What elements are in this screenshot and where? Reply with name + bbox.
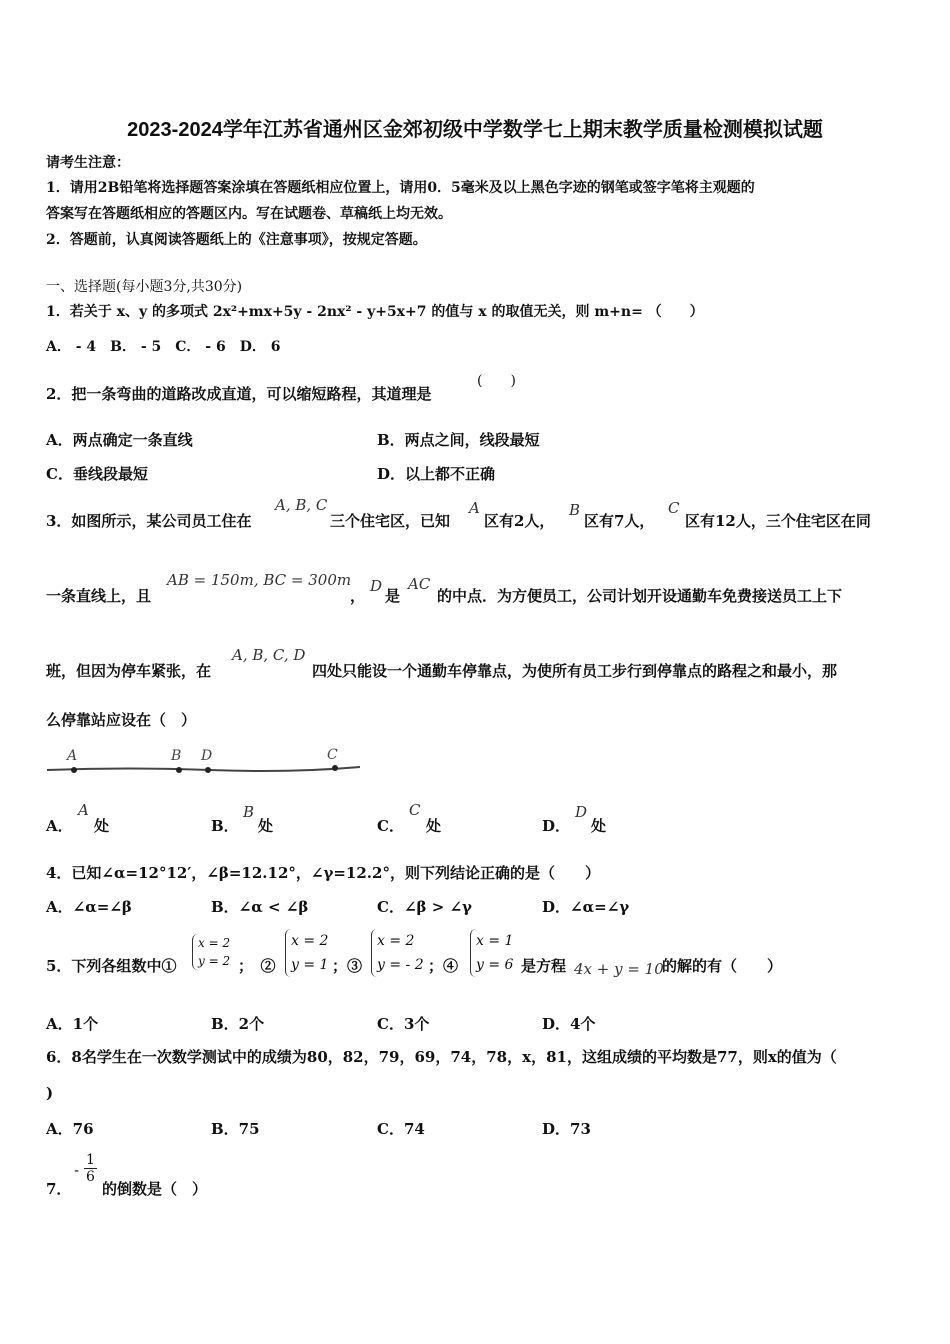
q3-line-3-b: 四处只能设一个通勤车停靠点，为使所有员工步行到停靠点的路程之和最小，那 (312, 662, 838, 680)
q2-option-d: D．以上都不正确 (377, 465, 496, 483)
q5-option-c: C．3个 (377, 1015, 430, 1033)
q2-option-c: C．垂线段最短 (46, 465, 148, 483)
q5-system-2 (285, 929, 328, 977)
q6-option-d: D．73 (542, 1120, 591, 1138)
q3-option-c-math: C (409, 801, 421, 819)
q4-option-d: D．∠α=∠γ (542, 898, 630, 916)
point-c-label: C (327, 747, 338, 763)
q5-s2-eq1: x = 2 (291, 933, 329, 949)
q5-option-d: D．4个 (542, 1015, 596, 1033)
q5-option-a: A．1个 (46, 1015, 99, 1033)
q7-denominator: 6 (86, 1169, 95, 1185)
q3-line-2-d: 的中点．为方便员工，公司计划开设通勤车免费接送员工上下 (437, 587, 843, 605)
q5-mid: 是方程 (521, 957, 567, 975)
q1-options: A． - 4 B． - 5 C． - 6 D． 6 (46, 339, 281, 355)
q3-math-abcd: A, B, C, D (232, 646, 306, 664)
q5-s4-eq1: x = 1 (476, 933, 514, 949)
q3-math-b: B (569, 501, 581, 519)
q3-line-1-e: 区有12人，三个住宅区在同 (685, 512, 871, 530)
q3-line-2-b: ， (350, 587, 366, 605)
q5-s3-eq2: y = - 2 (377, 957, 424, 973)
notice-line-1b: 答案写在答题纸相应的答题区内。写在试题卷、草稿纸上均无效。 (46, 206, 452, 222)
q5-sep-3: ；④ (428, 957, 459, 975)
q5-tail: 的解的有（ ） (662, 957, 783, 975)
point-a-label: A (67, 748, 78, 764)
q3-line-1-c: 区有2人， (484, 512, 555, 530)
q5-system-4 (470, 929, 513, 977)
q5-system-1 (192, 934, 230, 970)
q3-option-d-label: D． (542, 817, 571, 835)
q5-s1-eq1: x = 2 (198, 936, 231, 950)
q3-option-b-text: 处 (258, 817, 274, 835)
q3-math-lengths: AB = 150m, BC = 300m (167, 571, 352, 589)
q2-stem: 2．把一条弯曲的道路改成直道，可以缩短路程，其道理是 (46, 385, 432, 403)
q6-option-a: A．76 (46, 1120, 94, 1138)
q3-math-d: D (370, 577, 383, 595)
q7-fraction (84, 1152, 97, 1185)
q7-tail: 的倒数是（ ） (102, 1180, 208, 1198)
notice-heading: 请考生注意： (46, 155, 130, 171)
q5-option-b: B．2个 (211, 1015, 265, 1033)
q3-line-4: 么停靠站应设在（ ） (46, 711, 197, 729)
q7-number: 7． (46, 1180, 72, 1198)
q3-math-ac: AC (408, 575, 431, 593)
q3-option-c-text: 处 (426, 817, 442, 835)
q3-option-b-label: B． (211, 817, 239, 835)
q2-option-b: B．两点之间，线段最短 (377, 431, 540, 449)
q5-equation: 4x + y = 10 (574, 960, 664, 978)
q5-system-3 (371, 929, 424, 977)
q4-option-b: B．∠α < ∠β (211, 898, 309, 916)
q2-paren: ( ) (477, 373, 516, 389)
point-d-label: D (201, 748, 213, 764)
q3-math-c: C (668, 499, 680, 517)
q4-stem: 4．已知∠α=12°12′，∠β=12.12°，∠γ=12.2°，则下列结论正确的是（ ） (46, 864, 600, 882)
q3-option-a-text: 处 (94, 817, 110, 835)
q3-math-a: A (469, 499, 480, 517)
section-heading: 一、选择题(每小题3分,共30分) (46, 279, 243, 295)
q3-math-abc: A, B, C (275, 496, 328, 514)
q1-stem: 1．若关于 x、y 的多项式 2x²+mx+5y - 2nx² - y+5x+7 的值与 x 的取值无关，则 m+n= （ ） (46, 304, 704, 320)
q5-s1-eq2: y = 2 (198, 954, 231, 968)
q6-stem: 6．8名学生在一次数学测试中的成绩为80，82，79，69，74，78，x，81，这组成绩的平均数是77，则x的值为（ (46, 1048, 837, 1066)
q3-option-b-math: B (243, 803, 255, 821)
q3-line-1-b: 三个住宅区，已知 (330, 512, 451, 530)
q3-line-figure (40, 740, 370, 785)
q2-option-a: A．两点确定一条直线 (46, 431, 193, 449)
q6-option-b: B．75 (211, 1120, 260, 1138)
q5-sep-2: ；③ (332, 957, 363, 975)
q3-line-1-a: 3．如图所示，某公司员工住在 (46, 512, 252, 530)
page-title: 2023-2024学年江苏省通州区金郊初级中学数学七上期末教学质量检测模拟试题 (127, 119, 823, 141)
q3-line-2-a: 一条直线上，且 (46, 587, 152, 605)
q6-close: ) (46, 1084, 54, 1102)
q3-option-d-math: D (575, 803, 588, 821)
notice-line-2: 2．答题前，认真阅读答题纸上的《注意事项》，按规定答题。 (46, 232, 427, 248)
q3-option-a-math: A (78, 801, 89, 819)
q3-option-d-text: 处 (591, 817, 607, 835)
point-a-dot (71, 767, 77, 773)
q4-option-a: A．∠α=∠β (46, 898, 132, 916)
q3-option-c-label: C． (377, 817, 404, 835)
q3-line-1-d: 区有7人， (584, 512, 655, 530)
q6-option-c: C．74 (377, 1120, 425, 1138)
q3-line-2-c: 是 (385, 587, 401, 605)
figure-line (47, 767, 360, 771)
q5-s3-eq1: x = 2 (377, 933, 415, 949)
q4-option-c: C．∠β > ∠γ (377, 898, 472, 916)
point-b-dot (176, 767, 182, 773)
q5-s4-eq2: y = 6 (476, 957, 514, 973)
point-c-dot (332, 765, 338, 771)
q3-line-3-a: 班，但因为停车紧张，在 (46, 662, 212, 680)
q7-numerator: 1 (86, 1152, 95, 1168)
notice-line-1a: 1．请用2B铅笔将选择题答案涂填在答题纸相应位置上，请用0．5毫米及以上黑色字迹的钢笔或签字笔将主观题的 (46, 180, 755, 196)
q5-s2-eq2: y = 1 (291, 957, 329, 973)
point-d-dot (205, 767, 211, 773)
q7-sign: - (74, 1161, 80, 1179)
q3-option-a-label: A． (46, 817, 73, 835)
point-b-label: B (171, 748, 182, 764)
q5-sep-1: ； ② (238, 957, 276, 975)
q5-lead: 5．下列各组数中① (46, 957, 177, 975)
